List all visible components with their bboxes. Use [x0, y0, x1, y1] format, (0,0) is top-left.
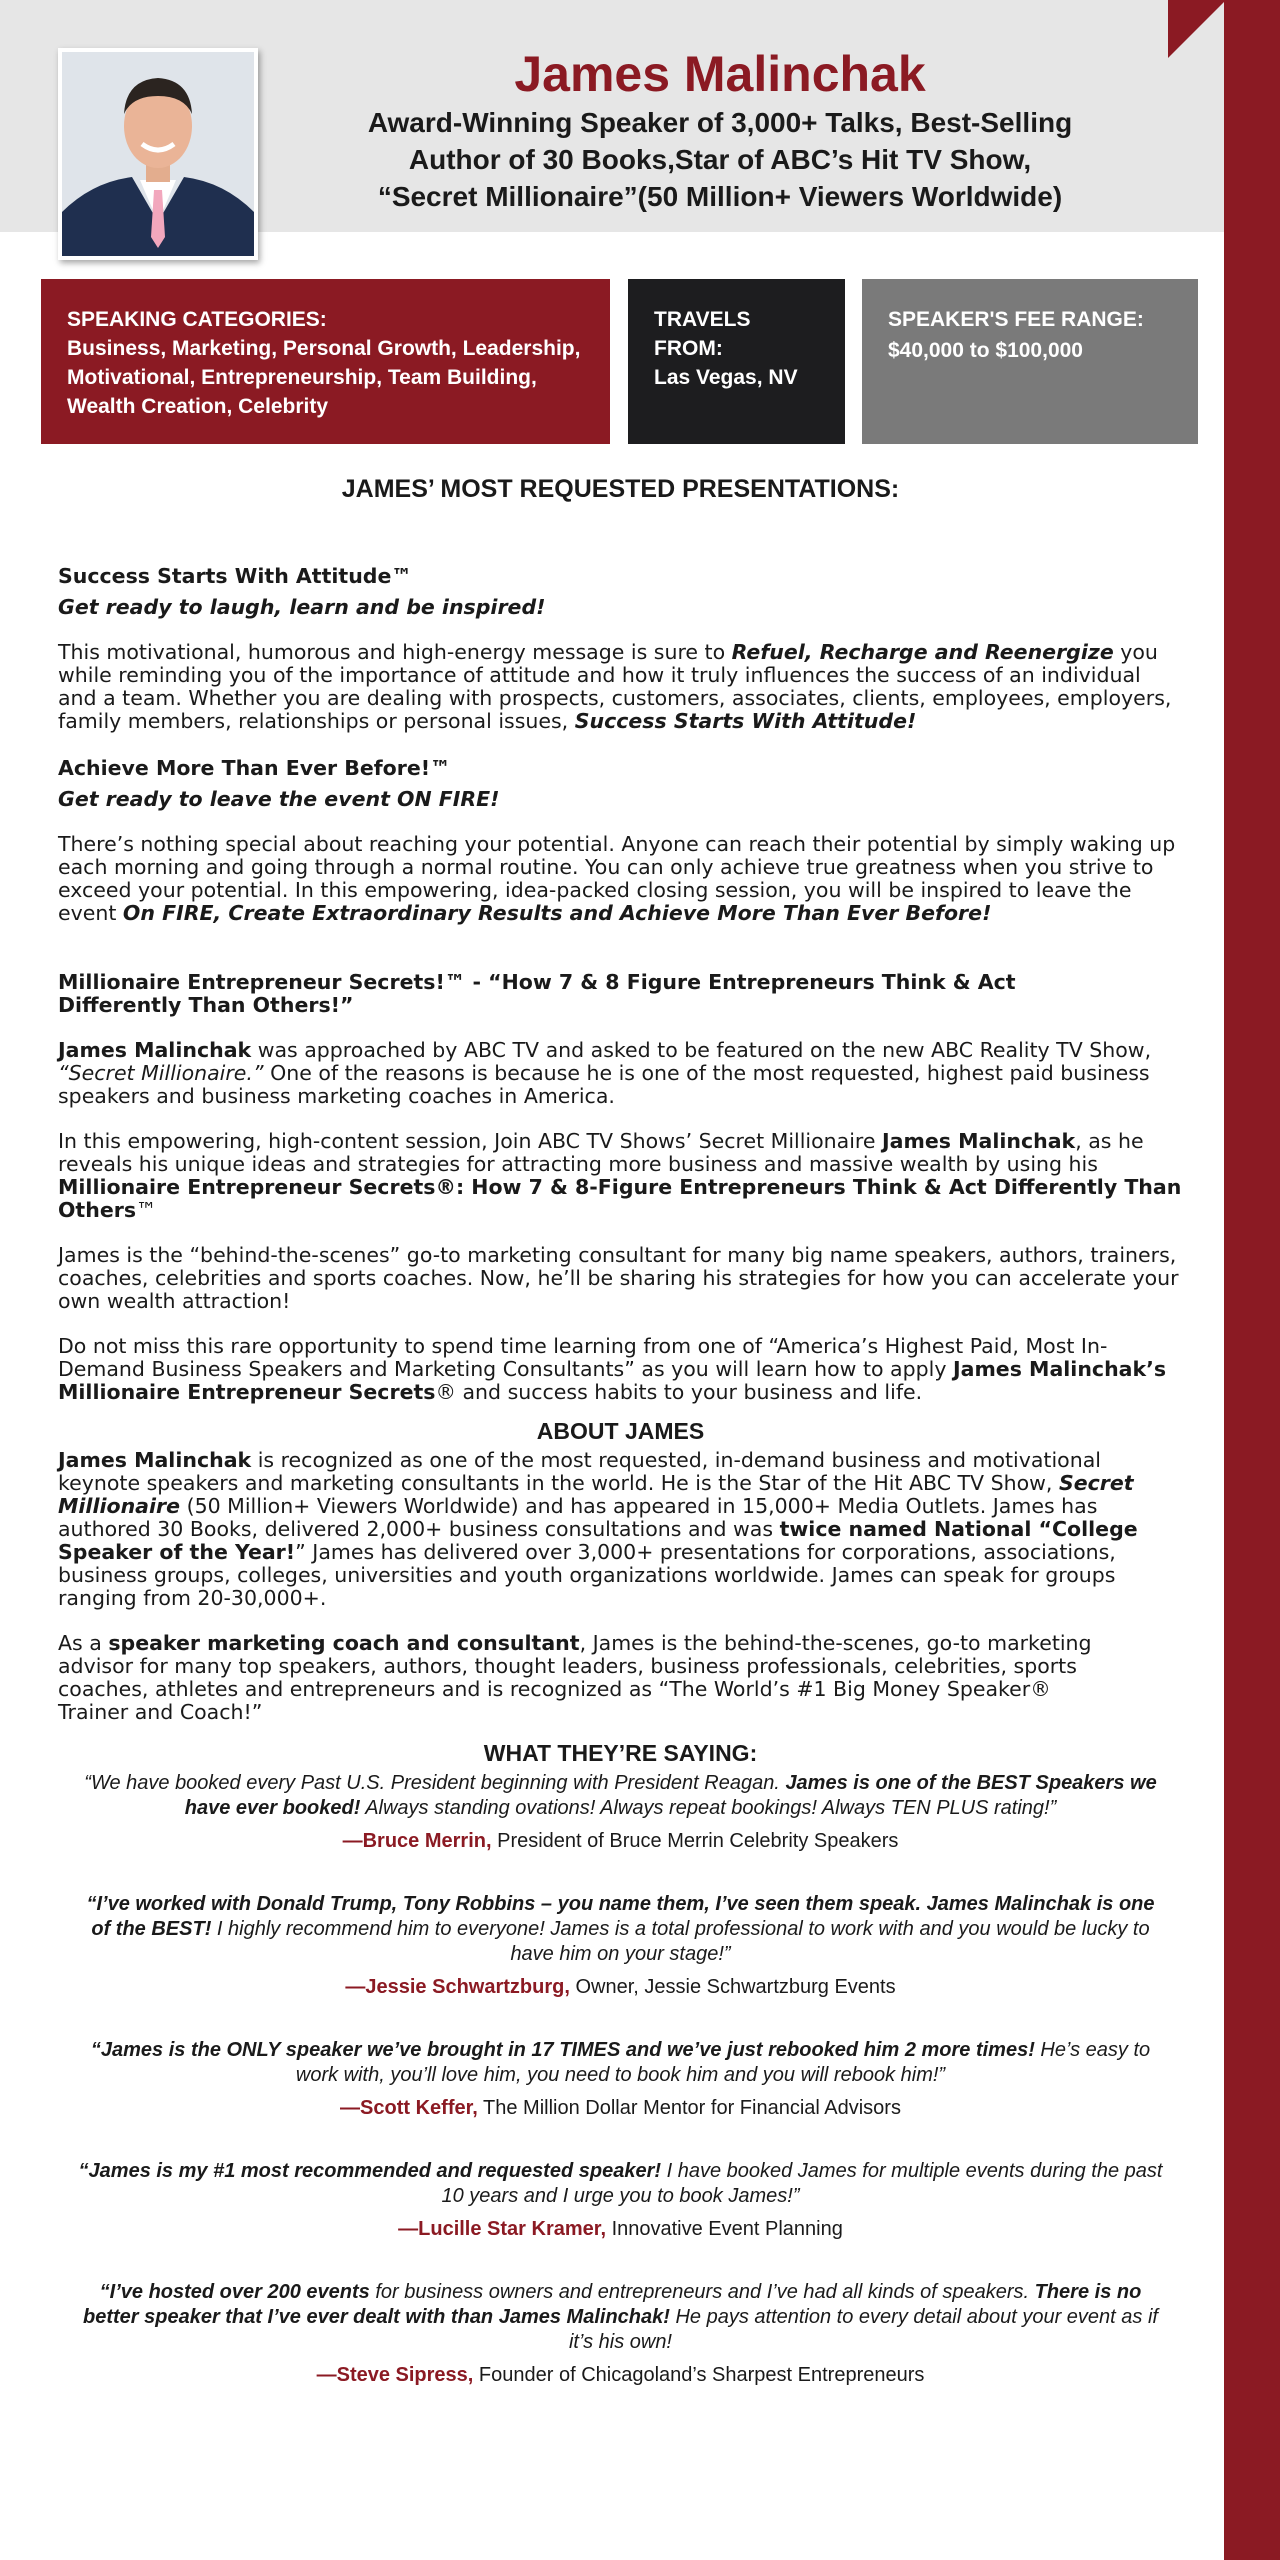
testimonial-2-attribution: —Jessie Schwartzburg, Owner, Jessie Schwartzburg Events — [345, 1976, 896, 1998]
presentation-3-para-2: In this empowering, high-content session, Join ABC TV Shows’ Secret Millionaire James Malinchak, as he reveals his unique ideas and strategies for attracting more business and massive wealth by using his Millionaire Entrepreneur Secrets®: How 7 & 8-Figure Entrepreneurs Think & Act Differently Than Others™ — [58, 1129, 1182, 1222]
presentation-3-para-3: James is the “behind-the-scenes” go-to marketing consultant for many big name speakers, authors, trainers, coaches, celebrities and sports coaches. Now, he’ll be sharing his strategies for how you can accelerate your own wealth attraction! — [58, 1243, 1179, 1313]
speaking-categories-box — [41, 279, 610, 444]
testimonial-3-attribution: —Scott Keffer, The Million Dollar Mentor for Financial Advisors — [340, 2097, 901, 2119]
presentation-2-subtitle: Get ready to leave the event ON FIRE! — [58, 787, 500, 811]
travels-label: TRAVELS FROM: — [654, 308, 751, 360]
about-para-2: As a speaker marketing coach and consultant, James is the behind-the-scenes, go-to marketing advisor for many top speakers, authors, thought leaders, business professionals, celebrities, sports coaches, athletes and entrepreneurs and is recognized as “The World’s #1 Big Money Speaker® Trainer and Coach!” — [58, 1631, 1092, 1724]
presentation-3-para-4: Do not miss this rare opportunity to spend time learning from one of “America’s Highest Paid, Most In-Demand Business Speakers and Marketing Consultants” as you will learn how to apply James Malinchak’s Millionaire Entrepreneur Secrets® and success habits to your business and life. — [58, 1334, 1167, 1404]
presentation-2-title: Achieve More Than Ever Before!™ — [58, 756, 451, 780]
testimonials-heading: WHAT THEY’RE SAYING: — [483, 1740, 758, 1766]
fee-range-box — [862, 279, 1198, 444]
fee-label: SPEAKER'S FEE RANGE: — [888, 308, 1144, 331]
presentation-2-body: There’s nothing special about reaching your potential. Anyone can reach their potential by simply waking up each morning and going through a normal routine. You can only achieve true greatness when you strive to exceed your potential. In this empowering, idea-packed closing session, you will be inspired to leave the event On FIRE, Create Extraordinary Results and Achieve More Than Ever Before! — [58, 832, 1176, 925]
about-heading: ABOUT JAMES — [536, 1418, 705, 1444]
corner-accent — [1168, 0, 1226, 58]
speaker-tagline: Award-Winning Speaker of 3,000+ Talks, Best-Selling Author of 30 Books,Star of ABC’s Hit TV Show, “Secret Millionaire”(50 Million+ Viewers Worldwide) — [367, 107, 1073, 212]
presentation-1-subtitle: Get ready to laugh, learn and be inspired! — [58, 595, 546, 619]
testimonial-1-attribution: —Bruce Merrin, President of Bruce Merrin Celebrity Speakers — [342, 1830, 899, 1852]
right-accent-bar — [1224, 0, 1280, 2560]
testimonial-5-quote: “I’ve hosted over 200 events for business owners and entrepreneurs and I’ve had all kinds of speakers. There is no better speaker that I’ve ever dealt with than James Malinchak! He pays attention to every detail about your event as if it’s his own! — [83, 2281, 1158, 2353]
testimonial-1-quote: “We have booked every Past U.S. President beginning with President Reagan. James is one of the BEST Speakers we have ever booked! Always standing ovations! Always repeat bookings! Always TEN PLUS rating!” — [84, 1772, 1157, 1819]
presentations-heading: JAMES’ MOST REQUESTED PRESENTATIONS: — [341, 475, 900, 503]
presentation-1-title: Success Starts With Attitude™ — [58, 564, 412, 588]
portrait-icon — [62, 52, 254, 256]
fee-value: $40,000 to $100,000 — [888, 339, 1083, 362]
testimonial-2-quote: “I’ve worked with Donald Trump, Tony Robbins – you name them, I’ve seen them speak. James Malinchak is one of the BEST! I highly recommend him to everyone! James is a total professional to work with and you would be lucky to have him on your stage!” — [86, 1893, 1155, 1965]
testimonial-3-quote: “James is the ONLY speaker we’ve brought in 17 TIMES and we’ve just rebooked him 2 more times! He’s easy to work with, you’ll love him, you need to book him and you will rebook him!” — [90, 2039, 1151, 2086]
speaker-photo — [58, 48, 258, 260]
speaker-name: James Malinchak — [514, 46, 926, 102]
testimonial-4-attribution: —Lucille Star Kramer, Innovative Event Planning — [398, 2218, 843, 2240]
presentation-1-body: This motivational, humorous and high-energy message is sure to Refuel, Recharge and Reenergize you while reminding you of the importance of attitude and how it truly influences the success of an individual and a team. Whether you are dealing with prospects, customers, associates, clients, employees, employers, family members, relationships or personal issues, Success Starts With Attitude! — [58, 640, 1172, 733]
main-content — [58, 475, 1183, 2388]
presentation-3-para-1: James Malinchak was approached by ABC TV and asked to be featured on the new ABC Reality TV Show, “Secret Millionaire.” One of the reasons is because he is one of the most requested, highest paid business speakers and business marketing coaches in America. — [58, 1038, 1152, 1108]
travels-from-box — [628, 279, 845, 444]
presentation-3-title: Millionaire Entrepreneur Secrets!™ - “How 7 & 8 Figure Entrepreneurs Think & Act Differently Than Others!” — [58, 970, 1016, 1017]
travels-value: Las Vegas, NV — [654, 366, 798, 389]
testimonial-4-quote: “James is my #1 most recommended and requested speaker! I have booked James for multiple events during the past 10 years and I urge you to book James!” — [78, 2160, 1163, 2207]
categories-value: Business, Marketing, Personal Growth, Leadership, Motivational, Entrepreneurship, Team Building, Wealth Creation, Celebrity — [67, 337, 581, 418]
about-para-1: James Malinchak is recognized as one of the most requested, in-demand business and motivational keynote speakers and marketing consultants in the world. He is the Star of the Hit ABC TV Show, Secret Millionaire (50 Million+ Viewers Worldwide) and has appeared in 15,000+ Media Outlets. James has authored 30 Books, delivered 2,000+ business consultations and was twice named National “College Speaker of the Year!” James has delivered over 3,000+ presentations for corporations, associations, business groups, colleges, universities and youth organizations worldwide. James can speak for groups ranging from 20-30,000+. — [58, 1448, 1138, 1610]
categories-label: SPEAKING CATEGORIES: — [67, 308, 327, 331]
testimonial-5-attribution: —Steve Sipress, Founder of Chicagoland’s Sharpest Entrepreneurs — [316, 2364, 925, 2386]
